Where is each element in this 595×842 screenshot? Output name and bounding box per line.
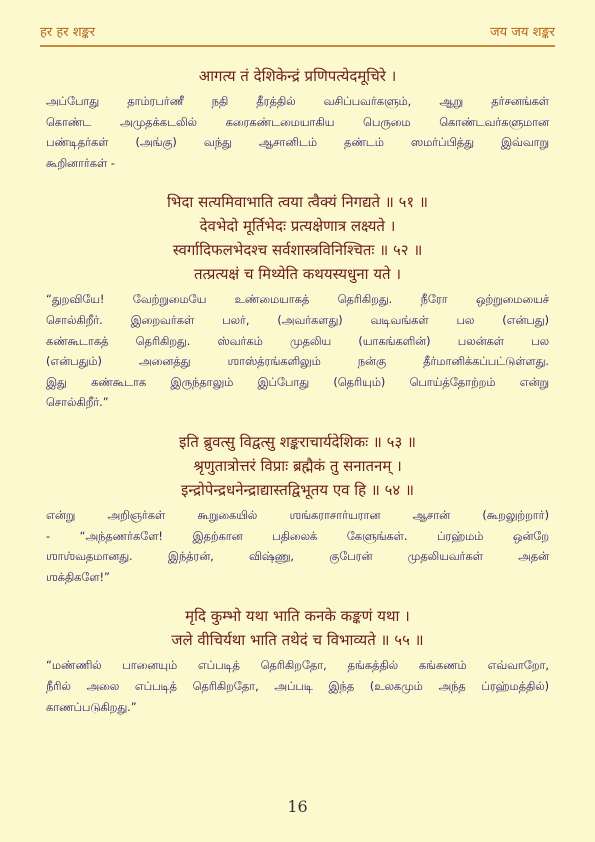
verse-line: तत्प्रत्यक्षं च मिथ्येति कथयस्यधुना यते । xyxy=(193,265,402,284)
verse-line: मृदि कुम्भो यथा भाति कनके कङ्कणं यथा । xyxy=(185,607,410,626)
verse-line: इति ब्रुवत्सु विद्वत्सु शङ्कराचार्यदेशिकः ॥ ५३ ॥ xyxy=(178,432,417,451)
verse-line: श्रृणुतात्रोत्तरं विप्राः ब्रह्मैकं तु सनातनम् । xyxy=(193,456,402,475)
prose-line: “துறவியே! வேற்றுமையே உண்மையாகத் தெரிகிறது. நீரோ ஒற்றுமையைச் xyxy=(46,293,549,307)
verse-block xyxy=(46,604,549,652)
prose-line: அப்போது தாம்ரபர்ணீ நதி தீரத்தில் வசிப்பவர்களும், ஆறு தர்சனங்கள் xyxy=(46,95,549,108)
prose-line: சொல்கிறீர்.” xyxy=(46,396,109,410)
running-header xyxy=(40,22,555,38)
header-left-title: हर हर शङ्कर xyxy=(40,25,96,40)
prose-line: இது கண்கூடாக இருந்தாலும் இப்போது (தெரியும்) பொய்த்தோற்றம் என்று xyxy=(46,375,549,389)
verse-line: स्वर्गादिफलभेदश्च सर्वशास्त्रविनिश्चितः ॥ ५२ ॥ xyxy=(172,241,423,260)
verse-block xyxy=(46,64,549,88)
header-divider xyxy=(40,45,555,47)
verse-line: इन्द्रोपेन्द्रधनेन्द्राद्यास्तद्विभूतय एव हि ॥ ५४ ॥ xyxy=(181,480,414,499)
verse-line: आगत्य तं देशिकेन्द्रं प्रणिपत्येदमूचिरे । xyxy=(198,67,397,85)
prose-line: “மண்ணில் பானையும் எப்படித் தெரிகிறதோ, தங்கத்தில் கங்கணம் எவ்வாறோ, xyxy=(46,659,549,673)
prose-line: நீரில் அலை எப்படித் தெரிகிறதோ, அப்படி இந்த (உலகமும் அந்த ப்ரஹ்மத்தில்) xyxy=(46,679,549,693)
prose-line: கொண்ட அமுதக்கடலில் கரைகண்டமையாகிய பெருமை கொண்டவர்களுமான xyxy=(46,115,549,129)
verse-block xyxy=(46,190,549,286)
page-number: 16 xyxy=(287,797,308,816)
prose-line: என்று அறிஞர்கள் கூறுகையில் ஶங்கராசார்யரான ஆசான் (கூறலுற்றார்) xyxy=(46,508,549,522)
prose-line: - “அந்தணர்களே! இதற்கான பதிலைக் கேளுங்கள். ப்ரஹ்மம் ஒன்றே xyxy=(46,529,549,543)
header-right-title: जय जय शङ्कर xyxy=(489,25,555,40)
prose-paragraph xyxy=(46,290,549,414)
prose-paragraph xyxy=(46,656,549,718)
prose-paragraph xyxy=(46,92,549,174)
prose-line: பண்டிதர்கள் (அங்கு) வந்து ஆசானிடம் தண்டம் ஸமர்ப்பித்து இவ்வாறு xyxy=(46,136,549,150)
prose-line: (என்பதும்) அனைத்து ஶாஸ்த்ரங்களிலும் நன்கு தீர்மானிக்கப்பட்டுள்ளது. xyxy=(46,355,549,369)
prose-line: கூறினார்கள் - xyxy=(46,156,115,170)
prose-line: காணப்படுகிறது.” xyxy=(46,700,137,714)
verse-block xyxy=(46,430,549,502)
verse-line: देवभेदो मूर्तिभेदः प्रत्यक्षेणात्र लक्ष्यते । xyxy=(199,217,396,236)
prose-line: ஶக்திகளே!” xyxy=(46,570,110,584)
verse-line: भिदा सत्यमिवाभाति त्वया त्वैक्यं निगद्यते ॥ ५१ ॥ xyxy=(167,193,428,212)
prose-line: சொல்கிறீர். இறைவர்கள் பலர், (அவர்களது) வடிவங்கள் பல (என்பது) xyxy=(46,313,549,327)
prose-paragraph xyxy=(46,506,549,588)
page-content xyxy=(46,64,549,718)
verse-line: जले वीचिर्यथा भाति तथेदं च विभाव्यते ॥ ५५ ॥ xyxy=(171,631,424,650)
prose-line: கண்கூடாகத் தெரிகிறது. ஸ்வர்கம் முதலிய (யாகங்களின்) பலன்கள் பல xyxy=(46,334,549,348)
prose-line: ஶாஶ்வதமானது. இந்த்ரன், விஷ்ணு, குபேரன் முதலியவர்கள் அதன் xyxy=(46,550,549,564)
